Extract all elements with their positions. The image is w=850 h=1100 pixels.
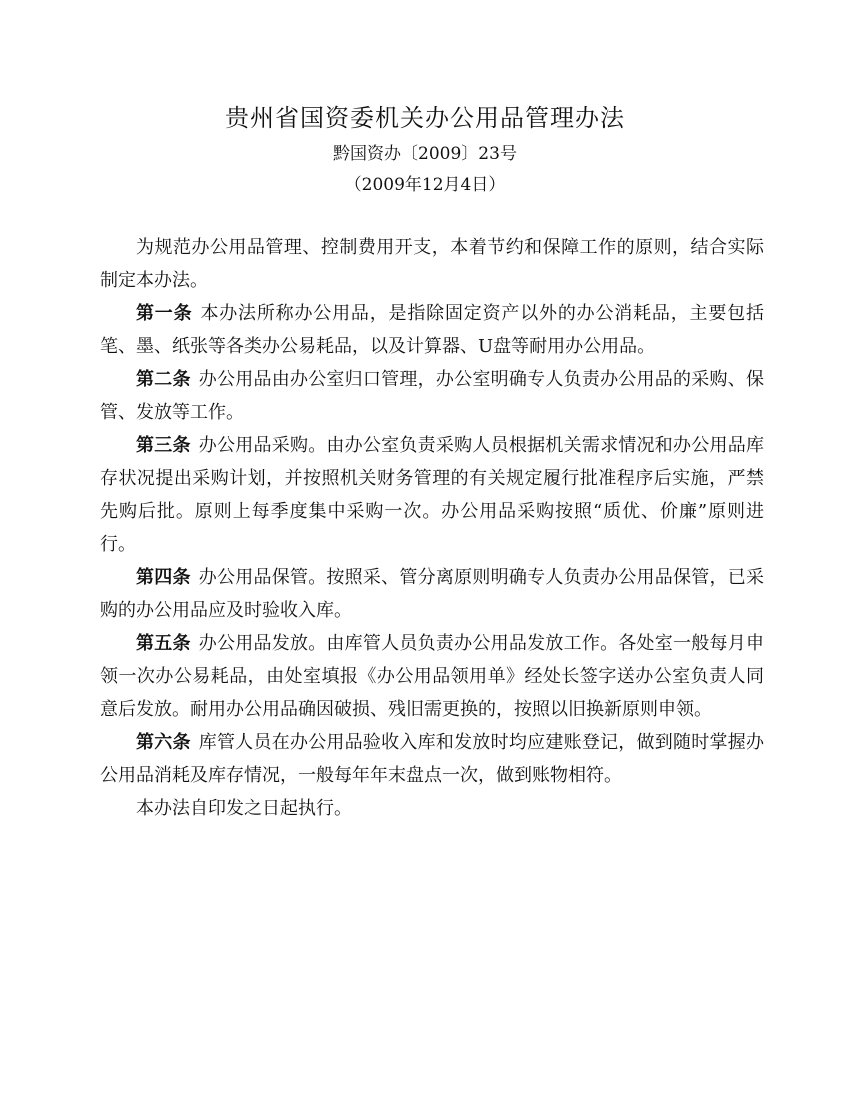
article-label: 第三条 — [136, 435, 191, 456]
document-body — [100, 231, 764, 825]
article-6 — [100, 726, 764, 792]
article-text: 办公用品由办公室归口管理，办公室明确专人负责办公用品的采购、保管、发放等工作。 — [100, 369, 765, 423]
article-label: 第五条 — [136, 633, 191, 654]
article-text: 库管人员在办公用品验收入库和发放时均应建账登记，做到随时掌握办公用品消耗及库存情况，一般每年年末盘点一次，做到账物相符。 — [100, 732, 765, 786]
article-label: 第二条 — [136, 369, 191, 390]
article-text: 本办法所称办公用品，是指除固定资产以外的办公消耗品，主要包括笔、墨、纸张等各类办公易耗品，以及计算器、U盘等耐用办公用品。 — [100, 303, 764, 357]
article-1 — [100, 297, 764, 363]
document-title: 贵州省国资委机关办公用品管理办法 — [225, 104, 625, 132]
article-3 — [100, 429, 764, 561]
article-label: 第一条 — [136, 303, 193, 324]
article-4 — [100, 561, 764, 627]
article-text: 办公用品发放。由库管人员负责办公用品发放工作。各处室一般每月申领一次办公易耗品，由处室填报《办公用品领用单》经处长签字送办公室负责人同意后发放。耐用办公用品确因破损、残旧需更换的，按照以旧换新原则申领。 — [100, 633, 765, 720]
article-2 — [100, 363, 764, 429]
article-5 — [100, 627, 764, 726]
article-text: 办公用品采购。由办公室负责采购人员根据机关需求情况和办公用品库存状况提出采购计划，并按照机关财务管理的有关规定履行批准程序后实施，严禁先购后批。原则上每季度集中采购一次。办公用品采购按照“质优、价廉”原则进行。 — [100, 435, 765, 555]
document-number: 黔国资办〔2009〕23号 — [333, 144, 517, 164]
document-date: （2009年12月4日） — [344, 175, 506, 195]
article-label: 第六条 — [136, 732, 191, 753]
article-text: 办公用品保管。按照采、管分离原则明确专人负责办公用品保管，已采购的办公用品应及时验收入库。 — [100, 567, 765, 621]
intro-paragraph: 为规范办公用品管理、控制费用开支，本着节约和保障工作的原则，结合实际制定本办法。 — [100, 237, 764, 291]
article-label: 第四条 — [136, 567, 191, 588]
closing-paragraph: 本办法自印发之日起执行。 — [136, 798, 352, 819]
